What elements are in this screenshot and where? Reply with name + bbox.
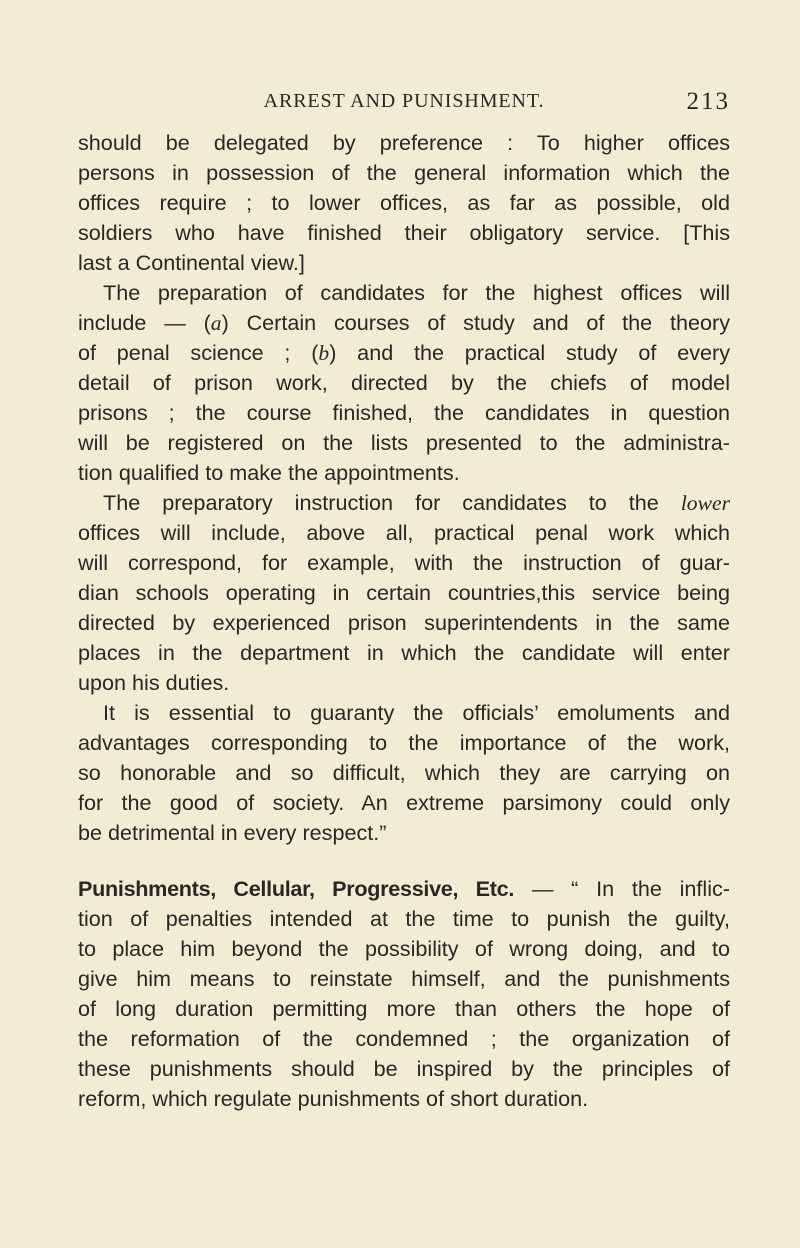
text-line: so honorable and so difficult, which they are carrying on [78,760,730,785]
text-line: tion qualified to make the appointments. [78,460,460,485]
text-line: will be registered on the lists presented to the administra- [78,430,730,455]
paragraph-start-line: It is essential to guaranty the officials’ emoluments and [103,700,730,725]
text-line: detail of prison work, directed by the chiefs of model [78,370,730,395]
text-line: soldiers who have finished their obligatory service. [This [78,220,730,245]
body-text [78,128,730,1114]
text-fragment: — “ In the inflic- [514,876,730,901]
italic-letter-a: a [210,311,222,335]
text-fragment: include — ( [78,310,211,335]
text-fragment: of penal science ; ( [78,340,319,365]
section-gap [78,848,730,874]
text-line: dian schools operating in certain countries,this service being [78,580,730,605]
text-line: upon his duties. [78,670,230,695]
section-heading: Punishments, Cellular, Progressive, Etc. [78,876,515,901]
text-line: persons in possession of the general information which the [78,160,730,185]
page-number: 213 [686,88,730,115]
text-fragment: ) Certain courses of study and of the theory [221,310,730,335]
running-title: ARREST AND PUNISHMENT. [263,90,545,112]
italic-letter-b: b [318,341,330,365]
paragraph-start-line: The preparation of candidates for the highest offices will [103,280,730,305]
section-start-line [78,874,730,904]
text-line: offices will include, above all, practical penal work which [78,520,730,545]
text-line: last a Continental view.] [78,250,305,275]
text-line: the reformation of the condemned ; the organization of [78,1026,730,1051]
text-line: places in the department in which the candidate will enter [78,640,730,665]
italic-word-lower: lower [680,491,730,515]
text-line [78,338,730,368]
text-line: offices require ; to lower offices, as far as possible, old [78,190,730,215]
text-line: to place him beyond the possibility of wrong doing, and to [78,936,730,961]
text-line: be detrimental in every respect.” [78,820,387,845]
text-line: reform, which regulate punishments of short duration. [78,1086,589,1111]
paragraph-start-line [78,488,730,518]
text-line: tion of penalties intended at the time to punish the guilty, [78,906,730,931]
text-line: for the good of society. An extreme parsimony could only [78,790,730,815]
text-fragment: ) and the practical study of every [329,340,730,365]
text-line: prisons ; the course finished, the candidates in question [78,400,730,425]
text-line: of long duration permitting more than others the hope of [78,996,730,1021]
text-line: give him means to reinstate himself, and the punishments [78,966,730,991]
text-line: directed by experienced prison superintendents in the same [78,610,730,635]
text-line: advantages corresponding to the importance of the work, [78,730,730,755]
text-fragment: The preparatory instruction for candidates to the [103,490,681,515]
text-line: will correspond, for example, with the instruction of guar- [78,550,730,575]
text-line: these punishments should be inspired by the principles of [78,1056,730,1081]
running-head [78,88,730,118]
text-line: should be delegated by preference : To higher offices [78,130,730,155]
text-line [78,308,730,338]
